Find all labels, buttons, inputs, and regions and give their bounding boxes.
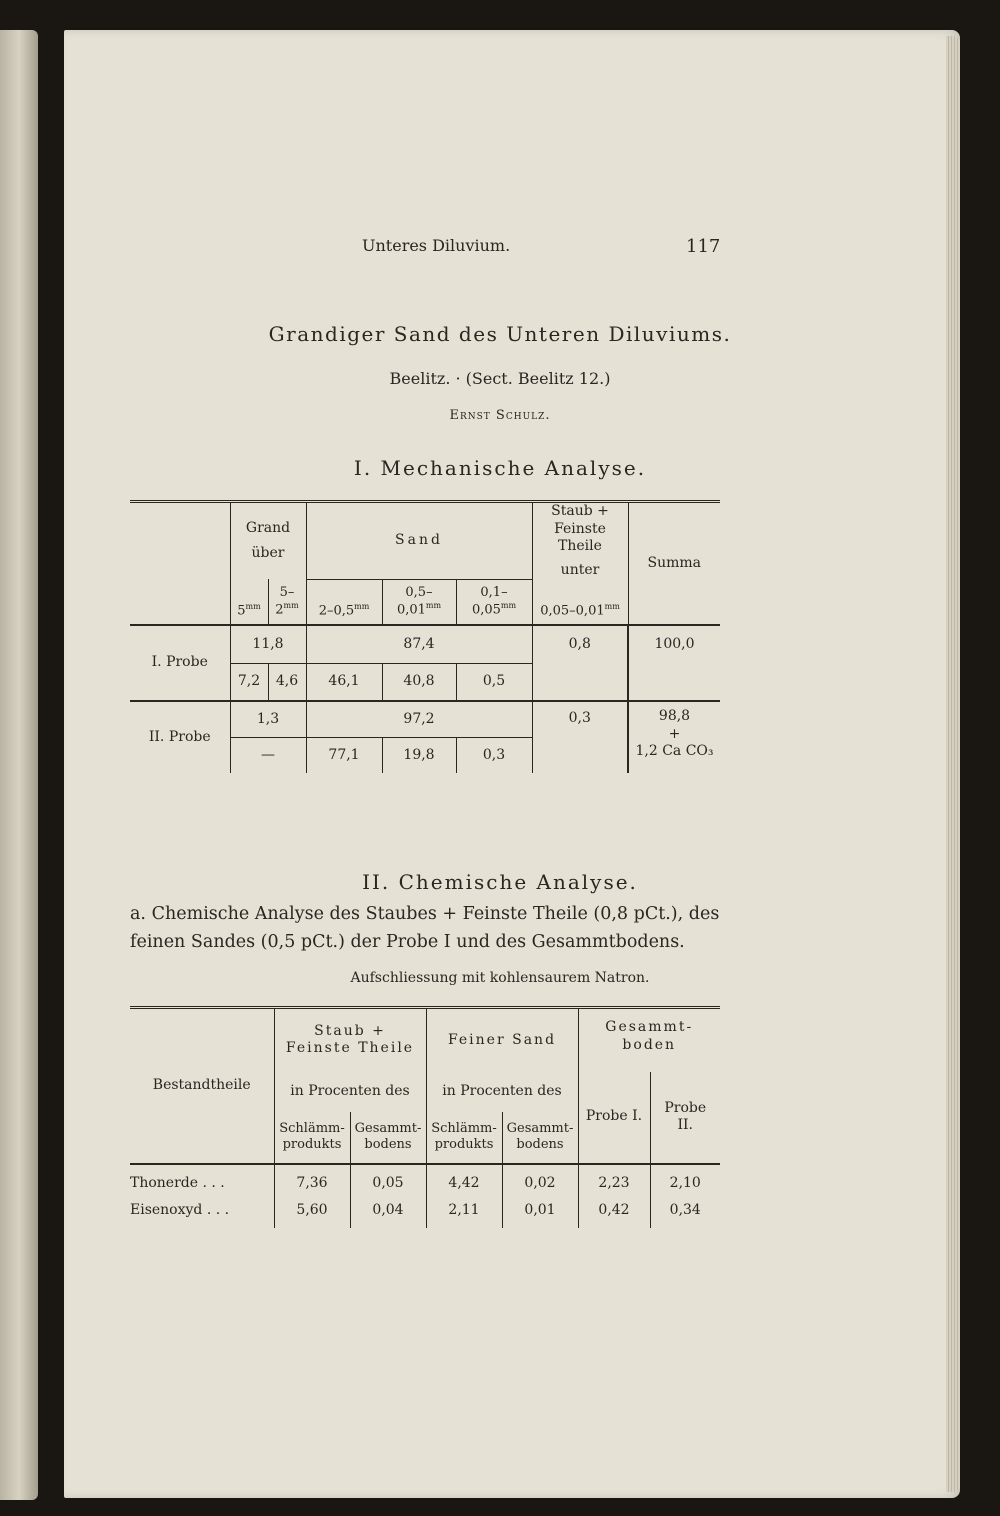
bestand-header: Bestandtheile [130,1008,274,1164]
paragraph-text: Chemische Analyse des Staubes + Feinste Theile (0,8 pCt.), des feinen Sandes (0,5 pCt.) der Probe I und des Gesammtbodens. [130,904,720,952]
table-cell: 5,60 [274,1194,350,1228]
table-cell: 0,05 [350,1164,426,1194]
sand-05-001-header: 0,5– $0,01^{mm}$ [382,579,456,625]
corner-cell [130,502,230,626]
table-cell: 4,6 [268,663,306,701]
table-cell: 0,8 [532,625,628,701]
staub-size-header: $0,05-0,01^{mm}$ [532,579,628,625]
row-label: Thonerde . . . [130,1175,225,1192]
gesammt-bodens-header: Gesammt-bodens [350,1112,426,1164]
table-cell: 100,0 [628,625,720,701]
schlaemm-header: Schlämm-produkts [426,1112,502,1164]
schlaemm-header: Schlämm-produkts [274,1112,350,1164]
grand-header: Grand über [230,502,306,580]
row-label: I. Probe [130,625,230,701]
table-cell: 11,8 [230,625,306,663]
table-cell: 1,3 [230,701,306,737]
table-cell: — [230,737,306,773]
table-cell: 0,42 [578,1194,650,1228]
table-cell: 0,34 [650,1194,720,1228]
running-header [0,236,1000,256]
table-cell: 40,8 [382,663,456,701]
table-cell: 46,1 [306,663,382,701]
sand-header: Sand [306,502,532,580]
in-procenten-label: in Procenten des [274,1072,426,1112]
table-cell: 19,8 [382,737,456,773]
table-cell: 2,23 [578,1164,650,1194]
page-number: 117 [686,236,721,257]
table-cell: 97,2 [306,701,532,737]
fein-header: Feiner Sand [426,1008,578,1072]
author-name: Ernst Schulz. [449,408,551,423]
table-cell: 7,2 [230,663,268,701]
table-cell: 2,11 [426,1194,502,1228]
table-cell: 77,1 [306,737,382,773]
grand-5-2mm-header: 5– $2^{mm}$ [268,579,306,625]
row-label: Eisenoxyd . . . [130,1201,230,1218]
location-line: Beelitz. · (Sect. Beelitz 12.) [389,369,611,388]
table-cell: 0,3 [532,701,628,773]
grand-5mm-header: $5^{mm}$ [230,579,268,625]
in-procenten-label: in Procenten des [426,1072,578,1112]
staub-header: Staub + Feinste Theile [274,1008,426,1072]
table-cell: 0,3 [456,737,532,773]
section-heading-chemical: II. Chemische Analyse. [362,870,638,894]
sand-2-05-header: $2-0,5^{mm}$ [306,579,382,625]
summa-cell: 98,8 + 1,2 Ca CO₃ [628,701,720,773]
row-label: II. Probe [148,728,211,745]
summa-header: Summa [628,502,720,626]
table-cell: 4,42 [426,1164,502,1194]
table-cell: 0,02 [502,1164,578,1194]
article-title: Grandiger Sand des Unteren Diluviums. [268,322,732,346]
gesammt-bodens-header: Gesammt-bodens [502,1112,578,1164]
running-title: Unteres Diluvium. [362,236,511,255]
chemical-analysis-table [130,1006,720,1228]
probe1-header: Probe I. [578,1072,650,1164]
table-cell: 0,5 [456,663,532,701]
mechanical-analysis-table [130,500,720,773]
table-cell: 87,4 [306,625,532,663]
staub-header: Staub + Feinste Theile unter [532,502,628,580]
paragraph [130,900,730,956]
table-cell: 0,01 [502,1194,578,1228]
table-cell: 7,36 [274,1164,350,1194]
probe2-header: Probe II. [650,1072,720,1164]
gesammt-header: Gesammt-boden [578,1008,720,1072]
table-cell: 0,04 [350,1194,426,1228]
table-cell: 2,10 [650,1164,720,1194]
paragraph-label: a. [130,904,146,924]
method-subtitle: Aufschliessung mit kohlensaurem Natron. [350,970,650,986]
sand-01-005-header: 0,1– $0,05^{mm}$ [456,579,532,625]
section-heading-mechanical: I. Mechanische Analyse. [353,456,647,480]
